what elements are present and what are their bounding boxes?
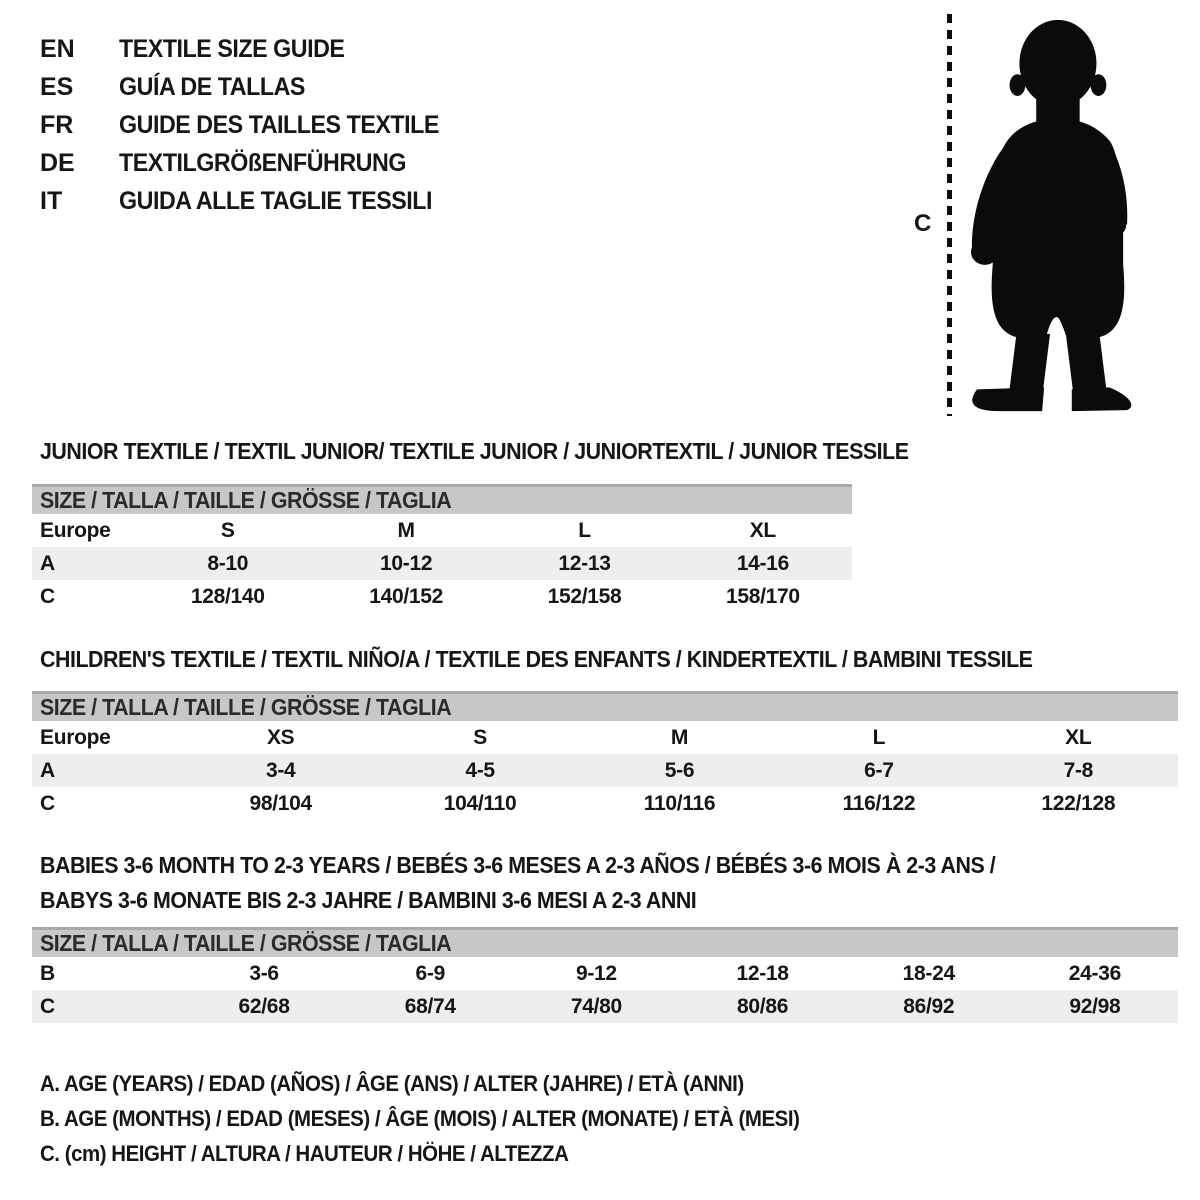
table-cell: XS	[266, 725, 295, 749]
table-cell: 68/74	[404, 994, 456, 1018]
table-cell: 86/92	[903, 994, 955, 1018]
table-cell: 14-16	[736, 551, 789, 575]
language-row-de	[40, 144, 463, 182]
row-label: C	[40, 791, 55, 815]
table-row	[32, 787, 1178, 820]
guide-title-en: TEXTILE SIZE GUIDE	[119, 34, 345, 63]
language-row-en	[40, 30, 463, 68]
table-cell: 8-10	[207, 551, 249, 575]
table-cell: 6-7	[864, 758, 894, 782]
table-cell: 7-8	[1063, 758, 1094, 782]
guide-title-it: GUIDA ALLE TAGLIE TESSILI	[119, 186, 433, 215]
height-measure-label: C	[914, 210, 932, 237]
row-label: Europe	[40, 725, 111, 749]
table-cell: 3-6	[249, 961, 279, 985]
table-body	[32, 514, 852, 613]
table-row	[32, 547, 852, 580]
guide-title-es: GUÍA DE TALLAS	[119, 72, 305, 101]
legend-line-age-years: A. AGE (YEARS) / EDAD (AÑOS) / ÂGE (ANS) / ALTER (JAHRE) / ETÀ (ANNI)	[40, 1071, 744, 1096]
height-measure-dashed-line	[947, 14, 952, 416]
row-label: Europe	[40, 518, 111, 542]
table-row	[32, 514, 852, 547]
table-cell: 62/68	[238, 994, 290, 1018]
language-code: EN	[40, 34, 75, 63]
table-cell: 24-36	[1068, 961, 1122, 985]
table-cell: 6-9	[415, 961, 445, 985]
table-cell: 12-13	[558, 551, 611, 575]
section-heading-babies-line1: BABIES 3-6 MONTH TO 2-3 YEARS / BEBÉS 3-6 MESES A 2-3 AÑOS / BÉBÉS 3-6 MOIS À 2-3 ANS /	[40, 852, 996, 878]
table-row	[32, 990, 1178, 1023]
language-list	[40, 30, 463, 220]
table-cell: 92/98	[1069, 994, 1121, 1018]
table-body	[32, 721, 1178, 820]
language-code: FR	[40, 110, 74, 139]
size-bar-label: SIZE / TALLA / TAILLE / GRÖSSE / TAGLIA	[40, 694, 452, 720]
table-cell: S	[220, 518, 235, 542]
table-cell: 12-18	[736, 961, 789, 985]
section-heading-babies	[40, 848, 1067, 918]
legend	[40, 1066, 857, 1171]
guide-title-fr: GUIDE DES TAILLES TEXTILE	[119, 110, 439, 139]
table-cell: M	[397, 518, 415, 542]
row-label: B	[40, 961, 55, 985]
table-cell: 5-6	[664, 758, 695, 782]
table-cell: 98/104	[249, 791, 312, 815]
size-table-children	[32, 691, 1178, 820]
language-row-fr	[40, 106, 463, 144]
language-row-es	[40, 68, 463, 106]
table-cell: 9-12	[575, 961, 617, 985]
size-bar-children	[32, 691, 1178, 721]
table-cell: 110/116	[643, 791, 716, 815]
legend-line-age-months: B. AGE (MONTHS) / EDAD (MESES) / ÂGE (MOIS) / ALTER (MONATE) / ETÀ (MESI)	[40, 1106, 800, 1131]
table-cell: 104/110	[443, 791, 517, 815]
table-row	[32, 580, 852, 613]
table-cell: S	[473, 725, 487, 749]
toddler-silhouette-icon	[958, 12, 1148, 417]
table-cell: 116/122	[842, 791, 916, 815]
table-cell: 18-24	[902, 961, 955, 985]
table-cell: M	[670, 725, 689, 749]
size-table-babies	[32, 927, 1178, 1023]
language-row-it	[40, 182, 463, 220]
size-table-junior	[32, 484, 852, 613]
table-cell: XL	[1065, 725, 1092, 749]
table-cell: 158/170	[725, 584, 800, 608]
table-cell: 4-5	[465, 758, 495, 782]
table-cell: 140/152	[369, 584, 444, 608]
table-row	[32, 957, 1178, 990]
legend-line-height: C. (cm) HEIGHT / ALTURA / HAUTEUR / HÖHE / ALTEZZA	[40, 1141, 569, 1166]
row-label: C	[40, 994, 55, 1018]
table-cell: 128/140	[190, 584, 265, 608]
guide-title-de: TEXTILGRÖßENFÜHRUNG	[119, 148, 406, 177]
table-cell: 74/80	[570, 994, 622, 1018]
size-bar-junior	[32, 484, 852, 514]
size-bar-babies	[32, 927, 1178, 957]
table-cell: XL	[749, 518, 776, 542]
table-row	[32, 721, 1178, 754]
language-code: ES	[40, 72, 74, 101]
language-code: IT	[40, 186, 63, 215]
section-heading-junior: JUNIOR TEXTILE / TEXTIL JUNIOR/ TEXTILE JUNIOR / JUNIORTEXTIL / JUNIOR TESSILE	[40, 438, 909, 464]
section-heading-children: CHILDREN'S TEXTILE / TEXTIL NIÑO/A / TEXTILE DES ENFANTS / KINDERTEXTIL / BAMBINI TESSILE	[40, 646, 1033, 672]
table-cell: 152/158	[547, 584, 622, 608]
table-cell: 80/86	[737, 994, 789, 1018]
size-bar-label: SIZE / TALLA / TAILLE / GRÖSSE / TAGLIA	[40, 487, 452, 513]
row-label: A	[40, 551, 55, 575]
table-cell: 122/128	[1041, 791, 1116, 815]
table-cell: L	[578, 518, 591, 542]
table-cell: L	[872, 725, 886, 749]
size-bar-label: SIZE / TALLA / TAILLE / GRÖSSE / TAGLIA	[40, 930, 452, 956]
table-body	[32, 957, 1178, 1023]
section-heading-babies-line2: BABYS 3-6 MONATE BIS 2-3 JAHRE / BAMBINI 3-6 MESI A 2-3 ANNI	[40, 887, 697, 913]
language-code: DE	[40, 148, 75, 177]
table-row	[32, 754, 1178, 787]
table-cell: 3-4	[265, 758, 296, 782]
row-label: A	[40, 758, 55, 782]
table-cell: 10-12	[380, 551, 433, 575]
row-label: C	[40, 584, 55, 608]
